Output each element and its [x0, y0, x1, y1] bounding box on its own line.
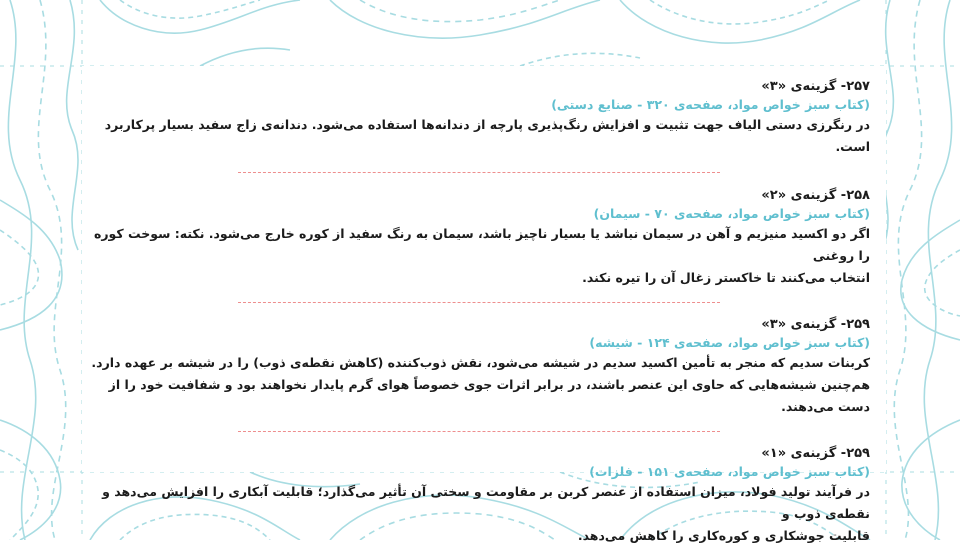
answer-258 [90, 187, 870, 289]
answer-heading: ۲۵۸- گزینه‌ی «۲» [761, 188, 870, 203]
answer-body-line: هم‌چنین شیشه‌هایی که حاوی این عنصر باشند، در برابر اثرات جوی خصوصاً هوای گرم پایدار نخواهند بود و شفافیت خود را از دست می‌دهند. [108, 377, 870, 414]
answer-source: (کتاب سبز خواص مواد، صفحه‌ی ۳۲۰ - صنایع دستی) [551, 97, 870, 112]
answer-source: (کتاب سبز خواص مواد، صفحه‌ی ۱۲۴ - شیشه) [589, 335, 870, 350]
answer-heading: ۲۵۷- گزینه‌ی «۳» [761, 79, 870, 94]
dashed-separator [238, 431, 720, 432]
answer-heading: ۲۵۹- گزینه‌ی «۳» [761, 317, 870, 332]
answer-body-line: کربنات سدیم که منجر به تأمین اکسید سدیم در شیشه می‌شود، نقش ذوب‌کننده (کاهش نقطه‌ی ذوب) را در شیشه بر عهده دارد. [91, 355, 870, 370]
answer-259-a [90, 316, 870, 418]
answer-body-line: در فرآیند تولید فولاد، میزان استفاده از عنصر کربن بر مقاومت و سختی آن تأثیر می‌گذارد؛ قابلیت آبکاری را افزایش می‌دهد و نقطه‌ی ذوب و [102, 484, 870, 521]
answer-heading: ۲۵۹- گزینه‌ی «۱» [761, 446, 870, 461]
answer-source: (کتاب سبز خواص مواد، صفحه‌ی ۱۵۱ - فلزات) [589, 464, 870, 479]
answer-body-line: قابلیت جوشکاری و کوره‌کاری را کاهش می‌دهد. [577, 528, 870, 543]
answer-source: (کتاب سبز خواص مواد، صفحه‌ی ۷۰ - سیمان) [593, 206, 870, 221]
answer-body-line: اگر دو اکسید منیزیم و آهن در سیمان نباشد یا بسیار ناچیز باشد، سیمان به رنگ سفید از کوره خارج می‌شود. نکته: سوخت کوره را روغنی [93, 226, 870, 263]
answer-257 [90, 78, 870, 158]
answer-list [90, 78, 870, 547]
dashed-separator [238, 302, 720, 303]
answer-body-line: در رنگرزی دستی الیاف جهت تثبیت و افزایش رنگ‌پذیری پارچه از دندانه‌ها استفاده می‌شود. دندانه‌ی زاج سفید بسیار پرکاربرد است. [104, 117, 870, 154]
answer-body-line: انتخاب می‌کنند تا خاکستر زغال آن را تیره نکند. [582, 270, 870, 285]
dashed-separator [238, 172, 720, 173]
answer-259-b [90, 445, 870, 547]
